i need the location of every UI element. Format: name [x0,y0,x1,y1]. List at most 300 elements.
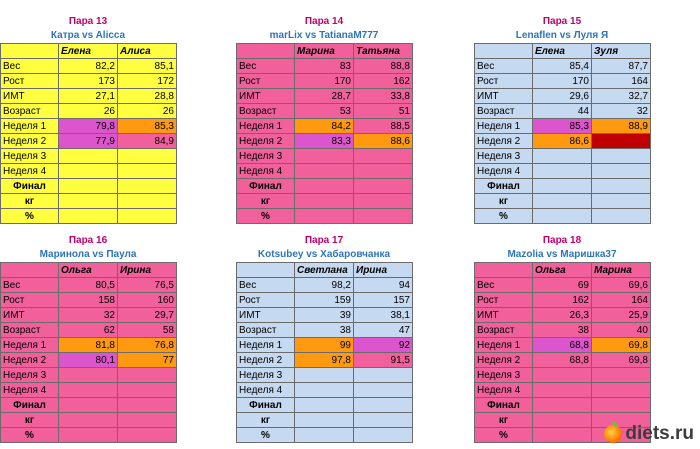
participant-name[interactable]: Ольга [59,263,118,278]
value-cell[interactable]: 170 [295,74,354,89]
row-label[interactable]: Вес [475,278,533,293]
value-cell[interactable] [592,149,651,164]
row-label[interactable]: Возраст [475,104,533,119]
value-cell[interactable]: 157 [354,293,413,308]
value-cell[interactable] [592,194,651,209]
row-label[interactable]: Неделя 3 [237,149,295,164]
value-cell[interactable]: 84,2 [295,119,354,134]
value-cell[interactable] [59,209,118,224]
value-cell[interactable]: 83 [295,59,354,74]
value-cell[interactable]: 85,3 [118,119,177,134]
row-label[interactable]: кг [237,194,295,209]
table-row [237,398,413,413]
row-label[interactable]: Рост [237,74,295,89]
value-cell[interactable]: 39 [295,308,354,323]
row-label[interactable]: % [1,428,59,443]
row-label[interactable]: Финал [475,398,533,413]
value-cell[interactable] [59,179,118,194]
value-cell[interactable] [295,398,354,413]
value-cell[interactable]: 77,9 [59,134,118,149]
value-cell[interactable] [354,149,413,164]
pair-title: Пара 14 [304,16,344,27]
value-cell[interactable] [295,413,354,428]
corner-cell[interactable] [237,263,295,278]
pair-title: Пара 13 [68,16,108,27]
match-title: Mazolia vs Маришка37 [507,249,617,260]
table-row [1,338,177,353]
row-label[interactable]: Неделя 2 [475,353,533,368]
value-cell[interactable]: 82,2 [59,59,118,74]
value-cell[interactable] [533,428,592,443]
value-cell[interactable] [354,194,413,209]
table-row [475,59,651,74]
value-cell[interactable]: 26 [59,104,118,119]
row-label[interactable]: Неделя 4 [237,383,295,398]
value-cell[interactable] [295,368,354,383]
value-cell[interactable]: 77 [118,353,177,368]
table-row [1,119,177,134]
row-label[interactable]: Неделя 2 [475,134,533,149]
corner-cell[interactable] [475,263,533,278]
value-cell[interactable]: 38 [533,323,592,338]
row-label[interactable]: ИМТ [1,308,59,323]
table-row [1,323,177,338]
row-label[interactable]: Неделя 3 [475,368,533,383]
match-title: Маринола vs Паула [39,249,137,260]
value-cell[interactable]: 29,7 [118,308,177,323]
value-cell[interactable] [118,383,177,398]
value-cell[interactable]: 158 [59,293,118,308]
value-cell[interactable] [59,398,118,413]
match-title: marLix vs TatianaM777 [269,30,379,41]
value-cell[interactable] [354,179,413,194]
value-cell[interactable]: 159 [295,293,354,308]
row-label[interactable]: Вес [237,278,295,293]
table-row [475,104,651,119]
table-row [1,74,177,89]
value-cell[interactable]: 40 [592,323,651,338]
row-label[interactable]: Рост [1,74,59,89]
table-row [1,194,177,209]
value-cell[interactable] [533,209,592,224]
value-cell[interactable]: 69,8 [592,338,651,353]
value-cell[interactable] [118,413,177,428]
table-row [475,278,651,293]
value-cell[interactable]: 85,1 [118,59,177,74]
value-cell[interactable]: 68,8 [533,353,592,368]
table-row [1,209,177,224]
table-row [1,179,177,194]
value-cell[interactable]: 62 [59,323,118,338]
value-cell[interactable] [295,209,354,224]
table-row [237,278,413,293]
header-row [237,44,413,59]
row-label[interactable]: Неделя 2 [1,134,59,149]
value-cell[interactable] [59,149,118,164]
value-cell[interactable]: 28,8 [118,89,177,104]
row-label[interactable]: % [1,209,59,224]
value-cell[interactable] [354,209,413,224]
row-label[interactable]: % [237,428,295,443]
value-cell[interactable] [533,398,592,413]
value-cell[interactable]: 76,8 [118,338,177,353]
value-cell[interactable]: 84,9 [118,134,177,149]
row-label[interactable]: Неделя 1 [1,119,59,134]
table-row [1,89,177,104]
table-row [1,353,177,368]
value-cell[interactable] [295,179,354,194]
row-label[interactable]: Возраст [1,323,59,338]
participant-name[interactable]: Алиса [118,44,177,59]
value-cell[interactable] [295,164,354,179]
table-row [475,134,651,149]
row-label[interactable]: Вес [1,59,59,74]
row-label[interactable]: Возраст [237,104,295,119]
value-cell[interactable]: 29,6 [533,89,592,104]
watermark [604,423,694,445]
value-cell[interactable] [592,134,651,149]
row-label[interactable]: Финал [1,179,59,194]
table-row [1,149,177,164]
value-cell[interactable]: 69,8 [592,353,651,368]
value-cell[interactable] [118,149,177,164]
table-row [237,413,413,428]
value-cell[interactable] [118,179,177,194]
row-label[interactable]: кг [1,413,59,428]
row-label[interactable]: кг [475,413,533,428]
participant-name[interactable]: Елена [59,44,118,59]
value-cell[interactable]: 76,5 [118,278,177,293]
header-row [475,263,651,278]
value-cell[interactable] [592,368,651,383]
value-cell[interactable]: 69,6 [592,278,651,293]
table-row [237,428,413,443]
row-label[interactable]: Неделя 4 [237,164,295,179]
table-row [475,164,651,179]
table-row [237,104,413,119]
value-cell[interactable]: 80,1 [59,353,118,368]
value-cell[interactable]: 170 [533,74,592,89]
value-cell[interactable] [118,428,177,443]
value-cell[interactable] [295,428,354,443]
table-row [1,398,177,413]
value-cell[interactable] [118,368,177,383]
row-label[interactable]: Неделя 1 [237,119,295,134]
row-label[interactable]: ИМТ [475,308,533,323]
value-cell[interactable]: 164 [592,293,651,308]
pair-table [236,262,413,443]
value-cell[interactable] [592,383,651,398]
row-label[interactable]: Рост [475,293,533,308]
value-cell[interactable] [59,194,118,209]
value-cell[interactable] [354,368,413,383]
table-row [475,209,651,224]
value-cell[interactable]: 81,8 [59,338,118,353]
match-title: Lenaflen vs Луля Я [515,30,609,41]
table-row [1,134,177,149]
row-label[interactable]: Неделя 2 [237,353,295,368]
row-label[interactable]: ИМТ [237,89,295,104]
participant-name[interactable]: Елена [533,44,592,59]
value-cell[interactable] [354,164,413,179]
table-row [237,209,413,224]
value-cell[interactable] [533,164,592,179]
value-cell[interactable] [533,383,592,398]
row-label[interactable]: Неделя 3 [237,368,295,383]
value-cell[interactable]: 97,8 [295,353,354,368]
table-row [1,383,177,398]
row-label[interactable]: % [475,209,533,224]
table-row [1,368,177,383]
value-cell[interactable] [295,149,354,164]
table-row [1,278,177,293]
row-label[interactable]: ИМТ [475,89,533,104]
corner-cell[interactable] [475,44,533,59]
value-cell[interactable]: 28,7 [295,89,354,104]
pair-table [0,262,177,443]
value-cell[interactable] [354,383,413,398]
participant-name[interactable]: Ольга [533,263,592,278]
value-cell[interactable] [59,413,118,428]
pair-title: Пара 15 [542,16,582,27]
value-cell[interactable]: 26 [118,104,177,119]
participant-name[interactable]: Зуля [592,44,651,59]
value-cell[interactable]: 173 [59,74,118,89]
pair-table [474,262,651,443]
pair-title: Пара 18 [542,235,582,246]
table-row [475,194,651,209]
value-cell[interactable] [354,398,413,413]
value-cell[interactable] [118,194,177,209]
table-row [475,149,651,164]
value-cell[interactable]: 87,7 [592,59,651,74]
table-row [475,293,651,308]
header-row [1,44,177,59]
table-row [237,194,413,209]
row-label[interactable]: Рост [237,293,295,308]
row-label[interactable]: Возраст [1,104,59,119]
value-cell[interactable] [118,209,177,224]
row-label[interactable]: Финал [475,179,533,194]
value-cell[interactable]: 88,5 [354,119,413,134]
table-row [475,353,651,368]
corner-cell[interactable] [1,44,59,59]
table-row [1,428,177,443]
value-cell[interactable]: 94 [354,278,413,293]
value-cell[interactable] [59,164,118,179]
value-cell[interactable] [533,194,592,209]
table-row [1,308,177,323]
value-cell[interactable]: 85,4 [533,59,592,74]
value-cell[interactable]: 88,6 [354,134,413,149]
value-cell[interactable]: 92 [354,338,413,353]
corner-cell[interactable] [237,44,295,59]
table-row [1,413,177,428]
header-row [237,263,413,278]
table-row [237,353,413,368]
row-label[interactable]: Вес [1,278,59,293]
value-cell[interactable] [592,179,651,194]
match-title: Kotsubey vs Хабаровчанка [257,249,391,260]
value-cell[interactable] [354,413,413,428]
value-cell[interactable]: 44 [533,104,592,119]
value-cell[interactable] [295,194,354,209]
row-label[interactable]: Неделя 2 [237,134,295,149]
value-cell[interactable]: 88,9 [592,119,651,134]
table-row [237,164,413,179]
pair-table [236,43,413,224]
table-row [237,59,413,74]
value-cell[interactable]: 26,3 [533,308,592,323]
row-label[interactable]: Вес [237,59,295,74]
row-label[interactable]: Неделя 3 [1,149,59,164]
table-row [237,74,413,89]
row-label[interactable]: Неделя 1 [1,338,59,353]
value-cell[interactable]: 47 [354,323,413,338]
value-cell[interactable]: 32 [592,104,651,119]
value-cell[interactable]: 80,5 [59,278,118,293]
row-label[interactable]: Финал [237,179,295,194]
value-cell[interactable]: 32 [59,308,118,323]
table-row [475,323,651,338]
value-cell[interactable]: 33,8 [354,89,413,104]
row-label[interactable]: Неделя 1 [237,338,295,353]
participant-name[interactable]: Светлана [295,263,354,278]
value-cell[interactable]: 160 [118,293,177,308]
row-label[interactable]: Неделя 4 [475,383,533,398]
row-label[interactable]: Рост [1,293,59,308]
row-label[interactable]: Неделя 1 [475,119,533,134]
table-row [475,179,651,194]
table-row [475,74,651,89]
value-cell[interactable] [118,398,177,413]
row-label[interactable]: Возраст [475,323,533,338]
row-label[interactable]: Возраст [237,323,295,338]
value-cell[interactable] [592,209,651,224]
row-label[interactable]: Неделя 4 [475,164,533,179]
participant-name[interactable]: Татьяна [354,44,413,59]
value-cell[interactable] [118,164,177,179]
value-cell[interactable]: 98,2 [295,278,354,293]
participant-name[interactable]: Ирина [354,263,413,278]
row-label[interactable]: Неделя 4 [1,383,59,398]
pair-title: Пара 17 [304,235,344,246]
table-row [475,383,651,398]
value-cell[interactable] [533,368,592,383]
watermark-text: diets.ru [625,423,694,444]
value-cell[interactable]: 68,8 [533,338,592,353]
value-cell[interactable] [59,368,118,383]
table-row [237,323,413,338]
value-cell[interactable]: 51 [354,104,413,119]
row-label[interactable]: кг [475,194,533,209]
table-row [475,338,651,353]
value-cell[interactable]: 172 [118,74,177,89]
value-cell[interactable]: 86,6 [533,134,592,149]
row-label[interactable]: % [475,428,533,443]
table-row [237,338,413,353]
value-cell[interactable]: 69 [533,278,592,293]
table-row [237,308,413,323]
value-cell[interactable] [354,428,413,443]
value-cell[interactable]: 25,9 [592,308,651,323]
row-label[interactable]: Неделя 4 [1,164,59,179]
value-cell[interactable]: 32,7 [592,89,651,104]
row-label[interactable]: ИМТ [1,89,59,104]
header-row [475,44,651,59]
value-cell[interactable]: 83,3 [295,134,354,149]
value-cell[interactable]: 53 [295,104,354,119]
row-label[interactable]: Неделя 2 [1,353,59,368]
row-label[interactable]: Неделя 3 [1,368,59,383]
table-row [1,59,177,74]
table-row [475,368,651,383]
table-row [1,293,177,308]
value-cell[interactable]: 162 [354,74,413,89]
table-row [237,134,413,149]
row-label[interactable]: Вес [475,59,533,74]
table-row [475,119,651,134]
value-cell[interactable]: 38 [295,323,354,338]
pair-table [474,43,651,224]
row-label[interactable]: Рост [475,74,533,89]
value-cell[interactable] [59,428,118,443]
value-cell[interactable]: 85,3 [533,119,592,134]
value-cell[interactable]: 79,8 [59,119,118,134]
value-cell[interactable] [295,383,354,398]
header-row [1,263,177,278]
table-row [237,383,413,398]
pair-table [0,43,177,224]
row-label[interactable]: кг [237,413,295,428]
value-cell[interactable] [533,149,592,164]
participant-name[interactable]: Ирина [118,263,177,278]
corner-cell[interactable] [1,263,59,278]
row-label[interactable]: Неделя 1 [475,338,533,353]
value-cell[interactable] [592,164,651,179]
row-label[interactable]: кг [1,194,59,209]
value-cell[interactable]: 91,5 [354,353,413,368]
table-row [475,89,651,104]
value-cell[interactable]: 27,1 [59,89,118,104]
value-cell[interactable] [59,383,118,398]
table-row [237,149,413,164]
value-cell[interactable]: 38,1 [354,308,413,323]
value-cell[interactable]: 88,8 [354,59,413,74]
value-cell[interactable] [533,179,592,194]
participant-name[interactable]: Марина [592,263,651,278]
value-cell[interactable] [592,398,651,413]
value-cell[interactable]: 58 [118,323,177,338]
pair-title: Пара 16 [68,235,108,246]
row-label[interactable]: Финал [237,398,295,413]
row-label[interactable]: % [237,209,295,224]
row-label[interactable]: Финал [1,398,59,413]
table-row [1,164,177,179]
participant-name[interactable]: Марина [295,44,354,59]
value-cell[interactable] [533,413,592,428]
value-cell[interactable]: 99 [295,338,354,353]
row-label[interactable]: ИМТ [237,308,295,323]
match-title: Катра vs Alicca [50,30,126,41]
row-label[interactable]: Неделя 3 [475,149,533,164]
table-row [237,293,413,308]
table-row [237,89,413,104]
value-cell[interactable]: 162 [533,293,592,308]
table-row [475,308,651,323]
value-cell[interactable]: 164 [592,74,651,89]
table-row [1,104,177,119]
